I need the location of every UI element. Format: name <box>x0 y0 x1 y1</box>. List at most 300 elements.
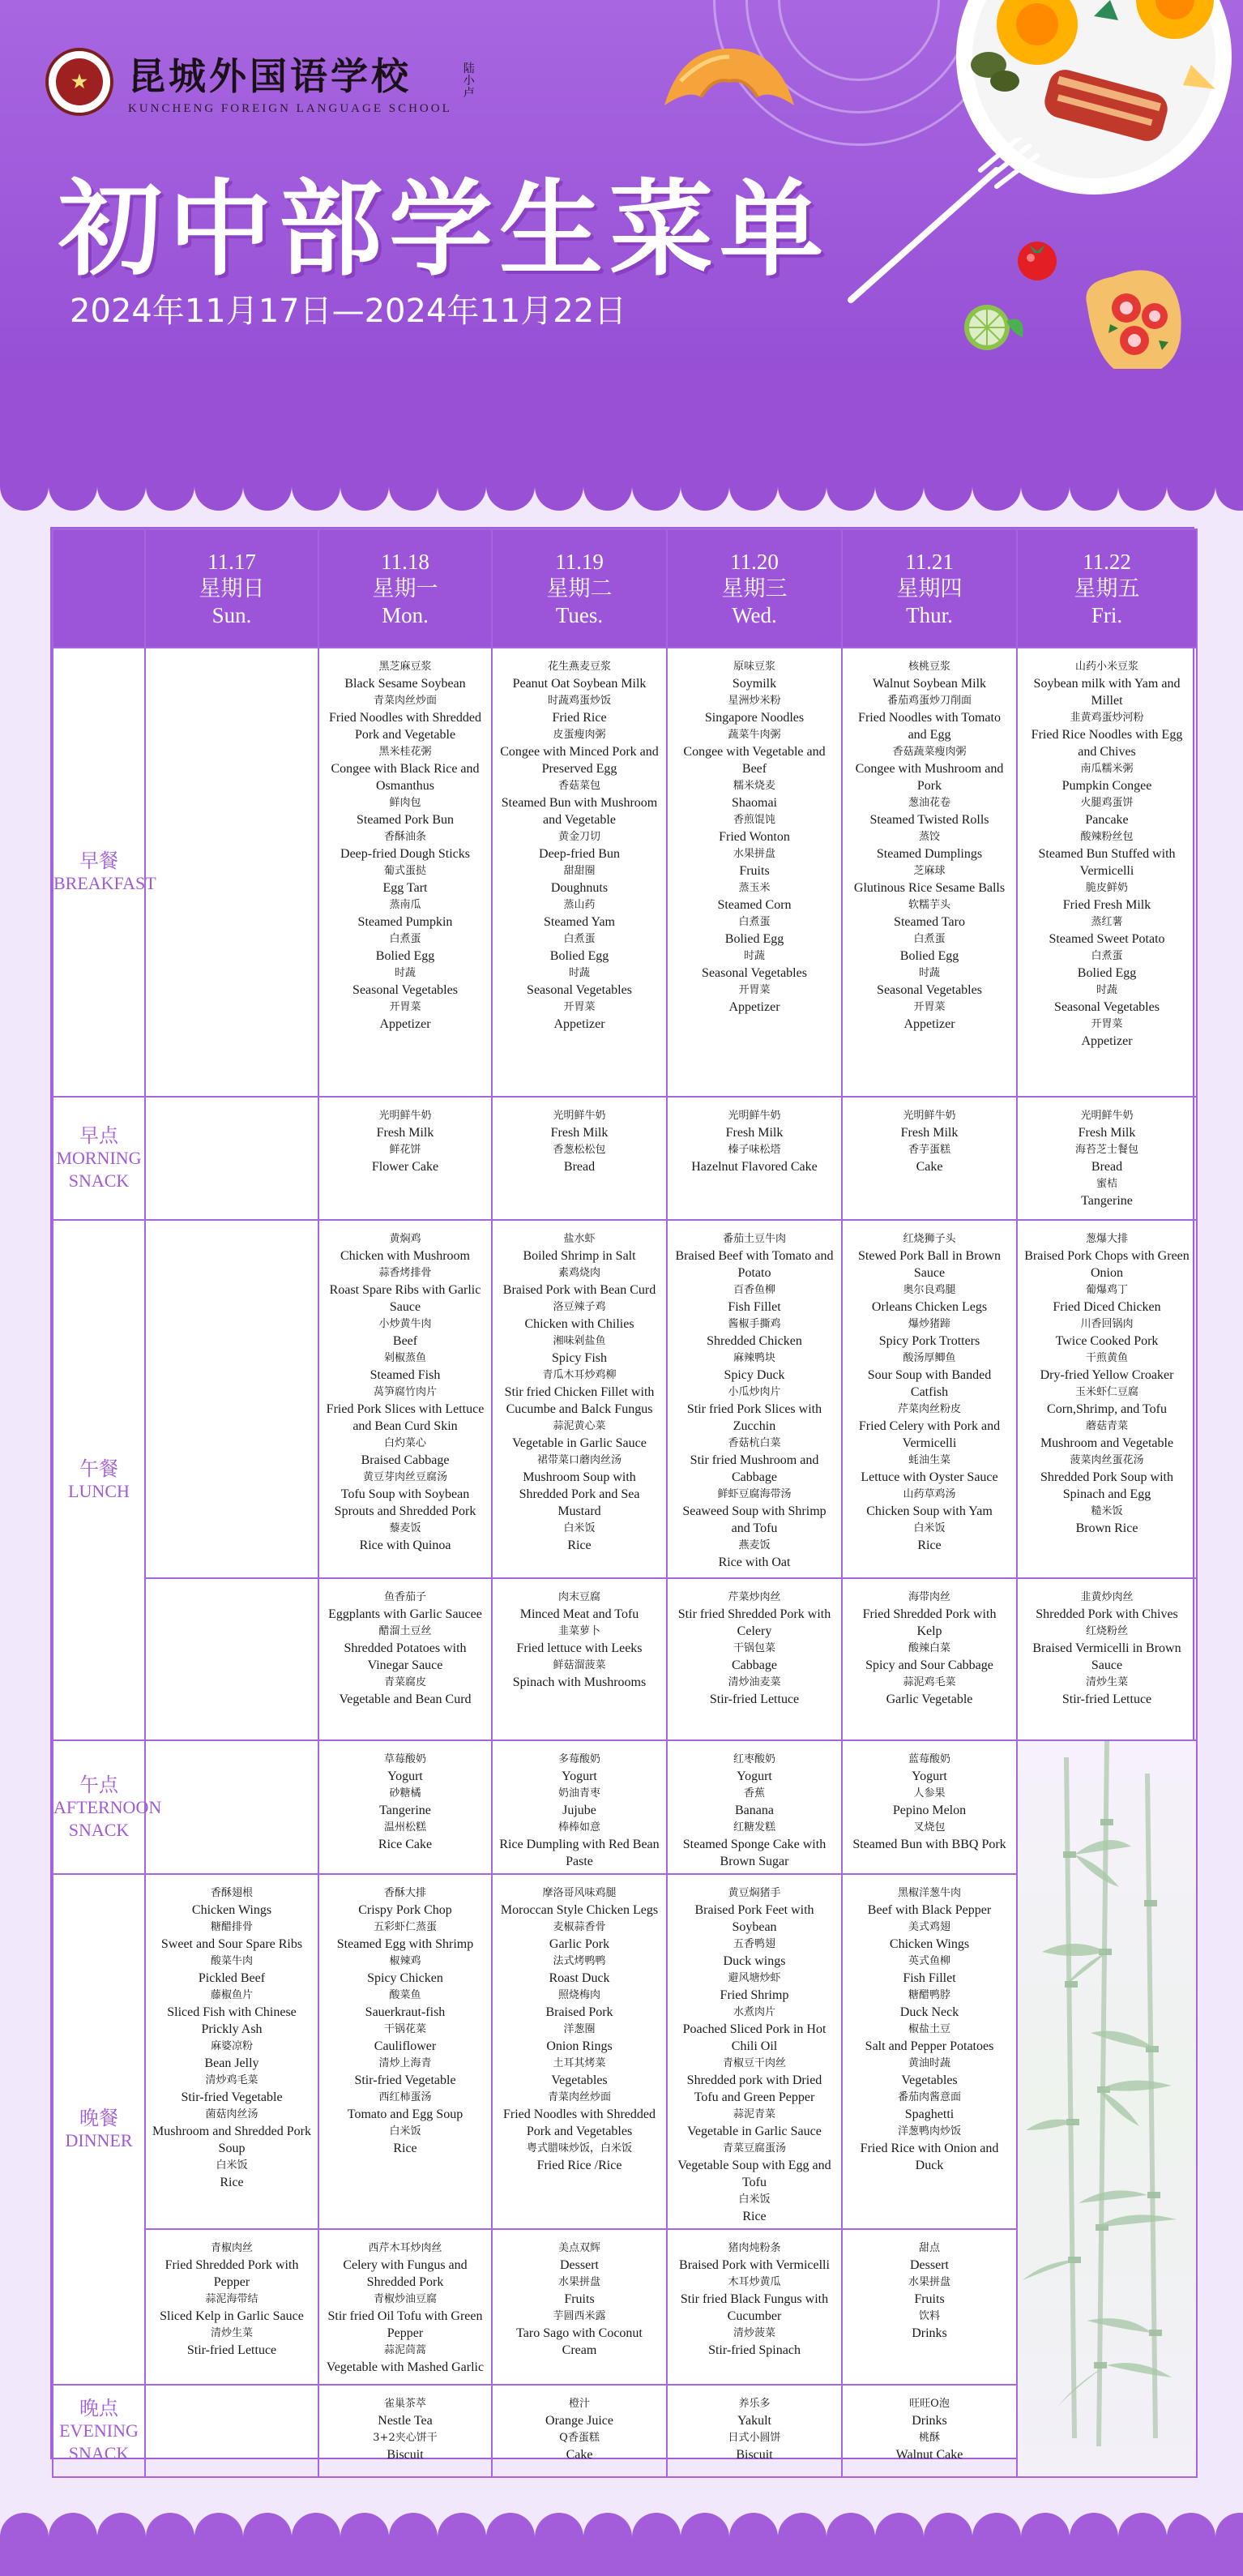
menu-item: Shredded Pork Soup with Spinach and Egg <box>1040 1470 1173 1501</box>
menu-item: 蘑菇青菜 <box>1085 1420 1128 1432</box>
menu-item: 桃酥 <box>918 2432 940 2444</box>
menu-item: 酸辣粉丝包 <box>1080 831 1134 843</box>
menu-item: Drinks <box>912 2414 947 2428</box>
menu-cell <box>667 2229 842 2385</box>
menu-item: 小瓜炒肉片 <box>728 1386 781 1398</box>
menu-item: Peanut Oat Soybean Milk <box>512 677 647 691</box>
menu-item: Congee with Black Rice and Osmanthus <box>331 762 480 793</box>
menu-item: 葱爆大排 <box>1085 1233 1128 1245</box>
menu-item: Garlic Vegetable <box>886 1692 973 1706</box>
menu-cell <box>1017 1578 1197 1740</box>
menu-item: 干煎黄鱼 <box>1085 1352 1128 1364</box>
menu-item: Rice Cake <box>378 1838 433 1851</box>
menu-cell <box>1017 1220 1197 1578</box>
menu-item: Cabbage <box>732 1658 777 1672</box>
fork-illustration <box>835 138 1045 316</box>
meal-label-afternoon-snack: 午点 AFTERNOON SNACK <box>53 1740 145 1874</box>
menu-item: 酸辣白菜 <box>908 1642 950 1654</box>
menu-item: 蒜泥黄心菜 <box>553 1420 606 1432</box>
menu-item: 鲜花饼 <box>389 1144 421 1156</box>
day-cn: 星期日 <box>199 576 265 601</box>
menu-item: 葡爆鸡丁 <box>1085 1284 1128 1296</box>
menu-item: Stir fried Mushroom and Cabbage <box>690 1453 819 1484</box>
menu-item: Braised Beef with Tomato and Potato <box>675 1249 834 1280</box>
menu-item: 摩洛哥风味鸡腿 <box>542 1887 617 1899</box>
menu-cell <box>842 1578 1017 1740</box>
menu-item: 黄豆焖猪手 <box>728 1887 781 1899</box>
menu-item: Fried Noodles with Shredded Pork and Vegetables <box>503 2107 656 2138</box>
seal-text: 陆小卢 <box>463 62 475 100</box>
menu-item: Chicken Wings <box>191 1903 272 1917</box>
menu-cell <box>492 1874 667 2229</box>
menu-item: 蒸饺 <box>918 831 940 843</box>
menu-item: 青椒肉丝 <box>210 2242 253 2254</box>
menu-cell <box>667 1220 842 1578</box>
menu-item: 日式小圆饼 <box>728 2432 781 2444</box>
menu-item: 时蔬鸡蛋炒饭 <box>547 695 611 707</box>
menu-cell <box>842 1097 1017 1220</box>
menu-item: Garlic Pork <box>549 1937 610 1951</box>
menu-item: 红烧狮子头 <box>903 1233 956 1245</box>
menu-item: Yogurt <box>737 1769 772 1783</box>
menu-item: 甜甜圈 <box>563 865 596 877</box>
menu-cell <box>842 2385 1017 2477</box>
menu-item: Duck wings <box>723 1954 786 1968</box>
menu-item: Stir-fried Vegetable <box>354 2073 456 2087</box>
menu-item: Poached Sliced Pork in Hot Chili Oil <box>682 2022 827 2053</box>
menu-item: 红糖发糕 <box>733 1821 775 1834</box>
menu-item: 青瓜木耳炒鸡柳 <box>542 1369 617 1381</box>
menu-item: Stir fried Pork Slices with Zucchin <box>686 1402 822 1433</box>
menu-item: Braised Pork <box>545 2005 613 2019</box>
tomato-illustration <box>1013 237 1061 282</box>
menu-item: 干锅花菜 <box>383 2023 426 2035</box>
menu-table <box>52 528 1198 2478</box>
menu-item: 番茄鸡蛋炒刀削面 <box>886 695 972 707</box>
menu-cell <box>842 1740 1017 1874</box>
menu-item: Hazelnut Flavored Cake <box>691 1160 818 1174</box>
menu-item: Yogurt <box>562 1769 597 1783</box>
menu-item: Soymilk <box>732 677 777 691</box>
menu-item: Spinach with Mushrooms <box>512 1675 647 1689</box>
menu-item: Rice <box>220 2176 244 2189</box>
menu-item: Steamed Taro <box>894 915 965 929</box>
menu-item: Steamed Pork Bun <box>357 813 454 827</box>
day-date: 11.20 <box>730 549 779 574</box>
day-en: Thur. <box>906 602 953 627</box>
menu-item: Stewed Pork Ball in Brown Sauce <box>858 1249 1001 1280</box>
menu-item: Congee with Vegetable and Beef <box>683 745 826 776</box>
menu-item: Chicken Wings <box>889 1937 970 1951</box>
menu-item: Stir-fried Lettuce <box>1061 1692 1152 1706</box>
menu-item: 西红柿蛋汤 <box>378 2091 432 2103</box>
menu-item: 青椒豆干肉丝 <box>722 2057 786 2069</box>
menu-item: 蜜桔 <box>1096 1178 1117 1190</box>
menu-item: 南瓜糯米粥 <box>1080 763 1134 775</box>
menu-item: Bean Jelly <box>204 2056 259 2070</box>
menu-item: 奶油青枣 <box>557 1787 600 1799</box>
menu-item: 藜麦饭 <box>389 1522 421 1534</box>
menu-item: 五彩虾仁蒸蛋 <box>373 1921 437 1933</box>
menu-item: Drinks <box>912 2326 947 2340</box>
menu-item: Vegetable in Garlic Sauce <box>512 1436 647 1450</box>
menu-item: Seasonal Vegetables <box>877 983 982 997</box>
menu-item: 旺旺O泡 <box>909 2398 950 2410</box>
day-header-fri <box>1017 529 1197 648</box>
menu-item: 核桃豆浆 <box>908 661 950 673</box>
menu-item: 麦椒蒜香骨 <box>553 1921 606 1933</box>
menu-item: 蒜香烤排骨 <box>378 1267 432 1279</box>
menu-item: Glutinous Rice Sesame Balls <box>853 881 1006 895</box>
menu-item: 清炒鸡毛菜 <box>205 2074 258 2086</box>
menu-item: Tofu Soup with Soybean Sprouts and Shredded Pork <box>334 1487 476 1518</box>
day-cn: 星期二 <box>546 576 613 601</box>
menu-item: Steamed Bun with Mushroom and Vegetable <box>501 796 658 827</box>
menu-item: 青菜肉丝炒面 <box>373 695 437 707</box>
menu-item: Rice with Quinoa <box>359 1538 451 1552</box>
menu-item: Sliced Fish with Chinese Prickly Ash <box>167 2005 297 2036</box>
menu-item: Deep-fried Dough Sticks <box>340 847 470 861</box>
menu-item: Seasonal Vegetables <box>702 966 807 980</box>
day-header-wed <box>667 529 842 648</box>
menu-item: Dessert <box>560 2258 599 2272</box>
menu-item: 蒜泥海带结 <box>205 2293 258 2305</box>
menu-item: Braised Cabbage <box>361 1453 450 1467</box>
menu-item: 清炒油麦菜 <box>728 1676 781 1688</box>
scallop-border-bottom <box>0 2511 1243 2576</box>
menu-item: Stir-fried Vegetable <box>181 2090 283 2104</box>
menu-item: 香酥油条 <box>383 831 426 843</box>
menu-item: Braised Pork with Vermicelli <box>679 2258 830 2272</box>
menu-item: 藤椒鱼片 <box>210 1989 253 2001</box>
meal-label-evening-snack: 晚点 EVENING SNACK <box>53 2385 145 2477</box>
emblem-icon: ★ <box>56 58 103 105</box>
menu-item: 葡式蛋挞 <box>383 865 426 877</box>
menu-item: Steamed Bun Stuffed with Vermicelli <box>1038 847 1176 878</box>
menu-item: 蒜泥鸡毛菜 <box>903 1676 956 1688</box>
menu-item: 火腿鸡蛋饼 <box>1080 797 1134 809</box>
menu-item: 山药草鸡汤 <box>903 1488 956 1500</box>
menu-item: 白煮蛋 <box>1091 950 1123 962</box>
menu-item: Nestle Tea <box>378 2414 433 2428</box>
menu-item: 黑椒洋葱牛肉 <box>897 1887 961 1899</box>
menu-item: Spicy Pork Trotters <box>878 1334 980 1348</box>
menu-cell <box>492 1578 667 1740</box>
menu-item: 开胃菜 <box>738 984 771 996</box>
menu-item: 青菜腐皮 <box>383 1676 426 1688</box>
menu-item: Spicy and Sour Cabbage <box>865 1658 993 1672</box>
menu-item: Eggplants with Garlic Saucee <box>328 1607 482 1621</box>
menu-item: 猪肉炖粉条 <box>728 2242 781 2254</box>
menu-item: 菌菇肉丝汤 <box>205 2108 258 2120</box>
menu-item: 法式烤鸭鸭 <box>553 1955 606 1967</box>
menu-item: 蔬菜牛肉粥 <box>728 729 781 741</box>
lunch-main-row <box>53 1220 1197 1578</box>
menu-cell <box>492 1740 667 1874</box>
menu-item: Steamed Sponge Cake with Brown Sugar <box>682 1838 827 1868</box>
menu-item: Stir fried Shredded Pork with Celery <box>677 1607 831 1638</box>
menu-item: Fresh Milk <box>725 1126 784 1140</box>
menu-item: Fresh Milk <box>1078 1126 1136 1140</box>
menu-item: Minced Meat and Tofu <box>519 1607 639 1621</box>
menu-item: 肉末豆腐 <box>557 1591 600 1603</box>
menu-item: 白煮蛋 <box>563 933 596 945</box>
menu-item: Congee with Mushroom and Pork <box>855 762 1004 793</box>
menu-cell <box>145 1097 318 1220</box>
menu-item: 糖醋鸭脖 <box>908 1989 950 2001</box>
bamboo-illustration-cell <box>1017 1740 1197 2477</box>
menu-item: 草莓酸奶 <box>383 1753 426 1765</box>
menu-item: 清炒菠菜 <box>733 2327 775 2339</box>
menu-item: 蒸红薯 <box>1091 916 1123 928</box>
day-header-thu <box>842 529 1017 648</box>
menu-item: Fried Rice /Rice <box>536 2159 622 2172</box>
menu-cell <box>492 1220 667 1578</box>
menu-item: 酸汤厚鲫鱼 <box>903 1352 956 1364</box>
menu-cell <box>842 1874 1017 2229</box>
day-header-sun <box>145 529 318 648</box>
menu-item: 白米饭 <box>389 2125 421 2137</box>
school-name-cn: 昆城外国语学校 <box>128 54 412 98</box>
menu-cell <box>492 2385 667 2477</box>
breakfast-row <box>53 648 1197 1097</box>
menu-cell <box>1017 1097 1197 1220</box>
menu-item: Bolied Egg <box>899 949 959 963</box>
menu-item: 美点双辉 <box>557 2242 600 2254</box>
menu-item: Fried Shredded Pork with Pepper <box>164 2258 299 2289</box>
menu-item: Bolied Egg <box>724 932 784 946</box>
menu-item: 温州松糕 <box>383 1821 426 1834</box>
menu-item: Fish Fillet <box>728 1300 781 1314</box>
menu-item: Stir fried Black Fungus with Cucumber <box>680 2292 829 2323</box>
day-cn: 星期五 <box>1074 576 1140 601</box>
menu-item: Fried Noodles with Shredded Pork and Vegetable <box>329 711 481 742</box>
menu-cell <box>1017 648 1197 1097</box>
menu-item: 时蔬 <box>394 967 416 979</box>
menu-item: 香葱松松包 <box>553 1144 606 1156</box>
menu-item: Bolied Egg <box>375 949 435 963</box>
menu-item: 光明鲜牛奶 <box>1080 1110 1134 1122</box>
menu-item: 酸菜鱼 <box>389 1989 421 2001</box>
menu-item: 香芋蛋糕 <box>908 1144 950 1156</box>
menu-item: 洋葱圈 <box>563 2023 596 2035</box>
menu-item: 百香鱼柳 <box>733 1284 775 1296</box>
menu-item: Salt and Pepper Potatoes <box>865 2039 994 2053</box>
menu-item: 湘味剁盐鱼 <box>553 1335 606 1347</box>
menu-item: 蒸山药 <box>563 899 596 911</box>
menu-item: Celery with Fungus and Shredded Pork <box>343 2258 468 2289</box>
menu-item: Spicy Chicken <box>367 1971 443 1985</box>
menu-item: Tangerine <box>1081 1194 1133 1208</box>
menu-item: 盐水虾 <box>563 1233 596 1245</box>
menu-cell <box>667 1874 842 2229</box>
menu-item: Rice <box>917 1538 942 1552</box>
menu-item: 3+2夹心饼干 <box>373 2432 438 2444</box>
menu-item: Congee with Minced Pork and Preserved Egg <box>500 745 659 776</box>
menu-cell <box>842 2229 1017 2385</box>
menu-item: 洋葱鸭肉炒饭 <box>897 2125 961 2137</box>
menu-cell <box>145 1578 318 1740</box>
menu-item: 爆炒猪蹄 <box>908 1318 950 1330</box>
menu-item: 光明鲜牛奶 <box>553 1110 606 1122</box>
afternoon-snack-row <box>53 1740 1197 1874</box>
menu-item: Sauerkraut-fish <box>365 2005 446 2019</box>
menu-item: Sweet and Sour Spare Ribs <box>160 1937 303 1951</box>
menu-item: 木耳炒黄瓜 <box>728 2276 781 2288</box>
menu-item: Cake <box>566 2448 593 2462</box>
menu-item: 红枣酸奶 <box>733 1753 775 1765</box>
menu-item: 香酥翅根 <box>210 1887 253 1899</box>
menu-item: 美式鸡翅 <box>908 1921 950 1933</box>
menu-item: Fresh Milk <box>900 1126 959 1140</box>
menu-item: Fresh Milk <box>550 1126 609 1140</box>
menu-item: 鲜虾豆腐海带汤 <box>717 1488 792 1500</box>
menu-item: 原味豆浆 <box>733 661 775 673</box>
menu-item: Rice <box>393 2142 417 2155</box>
menu-item: 海苔芝士餐包 <box>1074 1144 1138 1156</box>
menu-item: 山药小米豆浆 <box>1074 661 1138 673</box>
menu-item: Appetizer <box>379 1017 431 1031</box>
menu-item: 番茄肉酱意面 <box>897 2091 961 2103</box>
menu-item: Rice <box>567 1538 592 1552</box>
lunch-extra-row <box>53 1578 1197 1740</box>
menu-item: Seasonal Vegetables <box>1054 1000 1160 1014</box>
bamboo-illustration <box>1018 1741 1194 2450</box>
menu-table-container <box>50 527 1194 2463</box>
menu-cell <box>318 1220 492 1578</box>
menu-item: Braised Pork Feet with Soybean <box>694 1903 814 1934</box>
menu-item: Cake <box>916 1160 943 1174</box>
menu-item: Fried Rice <box>552 711 607 725</box>
page-title: 初中部学生菜单 <box>58 169 831 290</box>
day-date: 11.22 <box>1083 549 1131 574</box>
day-en: Mon. <box>382 602 429 627</box>
menu-item: 蓝莓酸奶 <box>908 1753 950 1765</box>
menu-item: Chicken Soup with Yam <box>866 1504 993 1518</box>
day-en: Fri. <box>1091 602 1123 627</box>
menu-item: 黄金刀切 <box>557 831 600 843</box>
menu-item: 芝麻球 <box>913 865 946 877</box>
corner-header <box>53 529 145 648</box>
menu-item: Steamed Fish <box>369 1368 441 1382</box>
menu-item: Fruits <box>564 2292 595 2306</box>
menu-item: 菠菜肉丝蛋花汤 <box>1070 1454 1144 1466</box>
menu-item: 鱼香茄子 <box>383 1591 426 1603</box>
menu-cell <box>318 648 492 1097</box>
menu-item: 番茄土豆牛肉 <box>722 1233 786 1245</box>
menu-item: Appetizer <box>903 1017 955 1031</box>
menu-item: 麻辣鸭块 <box>733 1352 775 1364</box>
day-date: 11.18 <box>381 549 429 574</box>
menu-item: 饮料 <box>918 2310 940 2322</box>
menu-item: Rice <box>742 2210 767 2223</box>
menu-item: Flower Cake <box>371 1160 439 1174</box>
menu-item: Stir-fried Spinach <box>708 2343 801 2357</box>
menu-item: Fried Fresh Milk <box>1062 898 1151 912</box>
menu-item: 榛子味松塔 <box>728 1144 781 1156</box>
menu-item: 时蔬 <box>1096 984 1117 996</box>
menu-item: 香酥大排 <box>383 1887 426 1899</box>
menu-item: Steamed Yam <box>544 915 615 929</box>
menu-cell <box>318 2385 492 2477</box>
menu-item: 香菇蔬菜瘦肉粥 <box>892 746 967 758</box>
day-cn: 星期一 <box>372 576 438 601</box>
menu-item: Seaweed Soup with Shrimp and Tofu <box>682 1504 827 1535</box>
menu-item: 醋溜土豆丝 <box>378 1625 432 1637</box>
menu-item: 养乐多 <box>738 2398 771 2410</box>
menu-item: Fruits <box>739 864 770 878</box>
menu-item: 椒盐土豆 <box>908 2023 950 2035</box>
menu-item: 光明鲜牛奶 <box>903 1110 956 1122</box>
menu-item: 时蔬 <box>743 950 765 962</box>
menu-cell <box>492 2229 667 2385</box>
menu-item: Deep-fried Bun <box>539 847 620 861</box>
menu-item: Mushroom Soup with Shredded Pork and Sea Mustard <box>519 1470 640 1518</box>
menu-item: 酸菜牛肉 <box>210 1955 253 1967</box>
menu-item: Fried Celery with Pork and Vermicelli <box>858 1419 1001 1450</box>
menu-item: Steamed Corn <box>717 898 792 912</box>
menu-item: 白米饭 <box>563 1522 596 1534</box>
seal-signature <box>463 63 485 100</box>
menu-item: Yogurt <box>912 1769 947 1783</box>
menu-item: Orange Juice <box>545 2414 613 2428</box>
menu-item: Chicken with Mushroom <box>340 1249 470 1263</box>
menu-item: 开胃菜 <box>389 1001 421 1013</box>
menu-item: Spicy Duck <box>724 1368 785 1382</box>
menu-item: 蒜泥茼蒿 <box>383 2344 426 2356</box>
menu-item: Fish Fillet <box>903 1971 956 1985</box>
menu-item: Beef with Black Pepper <box>867 1903 992 1917</box>
menu-item: Steamed Egg with Shrimp <box>336 1937 474 1951</box>
menu-item: Brown Rice <box>1075 1521 1138 1535</box>
menu-item: 川香回锅肉 <box>1080 1318 1134 1330</box>
menu-item: Braised Pork Chops with Green Onion <box>1024 1249 1190 1280</box>
menu-item: 人参果 <box>913 1787 946 1799</box>
menu-item: Spaghetti <box>904 2107 955 2121</box>
menu-item: 青椒炒油豆腐 <box>373 2293 437 2305</box>
menu-item: Beef <box>392 1334 418 1348</box>
menu-item: 玉米虾仁豆腐 <box>1074 1386 1138 1398</box>
menu-item: 水果拼盘 <box>557 2276 600 2288</box>
menu-item: 海带肉丝 <box>908 1591 950 1603</box>
menu-item: 韭菜萝卜 <box>557 1625 600 1637</box>
menu-item: 黑米桂花粥 <box>378 746 432 758</box>
menu-item: 水煮肉片 <box>733 2006 775 2018</box>
menu-cell <box>318 1097 492 1220</box>
menu-item: 白煮蛋 <box>913 933 946 945</box>
menu-item: 糖醋排骨 <box>210 1921 253 1933</box>
day-date: 11.19 <box>555 549 604 574</box>
menu-item: 橙汁 <box>568 2398 590 2410</box>
menu-item: 开胃菜 <box>1091 1018 1123 1030</box>
menu-item: Walnut Soybean Milk <box>872 677 987 691</box>
menu-item: Seasonal Vegetables <box>527 983 632 997</box>
menu-cell <box>145 648 318 1097</box>
menu-item: Vegetables <box>901 2073 958 2087</box>
day-cn: 星期四 <box>896 576 963 601</box>
menu-item: 青菜豆腐蛋汤 <box>722 2142 786 2155</box>
menu-cell <box>318 2229 492 2385</box>
menu-item: 芋圆西米露 <box>553 2310 606 2322</box>
menu-item: 洛豆辣子鸡 <box>553 1301 606 1313</box>
header-banner <box>0 0 1243 486</box>
day-header-tue <box>492 529 667 648</box>
menu-item: 鲜菇溜菠菜 <box>553 1659 606 1671</box>
menu-item: Vegetables <box>551 2073 608 2087</box>
menu-item: 鲜肉包 <box>389 797 421 809</box>
menu-item: Shredded Potatoes with Vinegar Sauce <box>344 1641 467 1672</box>
school-emblem <box>45 48 113 116</box>
